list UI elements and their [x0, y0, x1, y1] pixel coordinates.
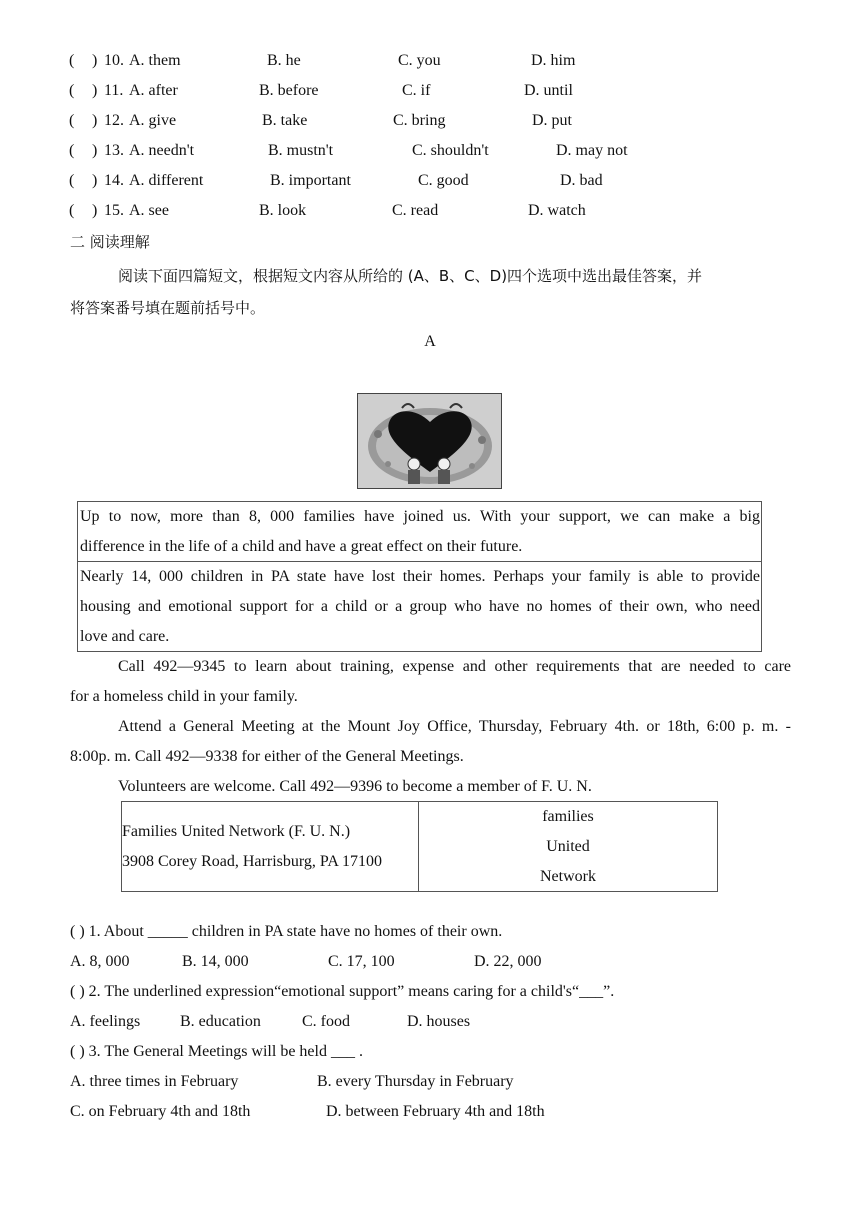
instruction-line-1: 阅读下面四篇短文，根据短文内容从所给的 (A、B、C、D)四个选项中选出最佳答案，并: [118, 267, 703, 285]
answer-paren-close: ): [92, 202, 98, 219]
option-a: A. different: [129, 172, 204, 189]
option-d: D. until: [524, 82, 573, 99]
option-b: B. take: [262, 112, 308, 129]
q2-option-a: A. feelings: [70, 1013, 141, 1030]
option-a: A. see: [129, 202, 169, 219]
q2-option-d: D. houses: [407, 1013, 471, 1030]
q3-option-c: C. on February 4th and 18th: [70, 1103, 251, 1120]
answer-paren-open: (: [69, 202, 75, 219]
logo-text-families: families: [542, 808, 594, 825]
box-row2-line3: love and care.: [80, 628, 170, 645]
section-heading: 二 阅读理解: [70, 233, 150, 251]
option-c: C. shouldn't: [412, 142, 489, 159]
option-a: A. them: [129, 52, 181, 69]
logo-text-united: United: [546, 838, 590, 855]
answer-paren-open: (: [69, 52, 75, 69]
question-3: ( ) 3. The General Meetings will be held ___ .: [70, 1043, 363, 1060]
paragraph-meeting-line2: 8:00p. m. Call 492—9338 for either of the General Meetings.: [70, 748, 464, 765]
answer-paren-open: (: [69, 142, 75, 159]
answer-paren-close: ): [92, 112, 98, 129]
heart-icon: [358, 394, 502, 489]
option-a: A. needn't: [129, 142, 195, 159]
option-c: C. read: [392, 202, 439, 219]
answer-paren-close: ): [92, 172, 98, 189]
q2-option-b: B. education: [180, 1013, 261, 1030]
paragraph-call-1-line2: for a homeless child in your family.: [70, 688, 298, 705]
answer-paren-open: (: [69, 112, 75, 129]
q2-option-c: C. food: [302, 1013, 350, 1030]
q3-option-b: B. every Thursday in February: [317, 1073, 514, 1090]
heart-illustration: [357, 393, 502, 489]
box-row1-line1: Up to now, more than 8, 000 families have joined us. With your support, we can make a big: [80, 508, 760, 525]
question-number: 12.: [104, 112, 124, 129]
question-number: 13.: [104, 142, 124, 159]
answer-paren-close: ): [92, 52, 98, 69]
option-b: B. look: [259, 202, 307, 219]
answer-paren-open: (: [69, 172, 75, 189]
instruction-line-2: 将答案番号填在题前括号中。: [70, 299, 266, 317]
answer-paren-open: (: [69, 82, 75, 99]
box-row1-line2: difference in the life of a child and have a great effect on their future.: [80, 538, 523, 555]
passage-label: A: [424, 333, 436, 350]
option-c: C. if: [402, 82, 431, 99]
option-a: A. give: [129, 112, 177, 129]
option-d: D. watch: [528, 202, 586, 219]
answer-paren-close: ): [92, 142, 98, 159]
option-d: D. bad: [560, 172, 603, 189]
option-a: A. after: [129, 82, 178, 99]
question-number: 15.: [104, 202, 124, 219]
question-2: ( ) 2. The underlined expression“emotional support” means caring for a child's“___”.: [70, 983, 615, 1000]
option-c: C. bring: [393, 112, 446, 129]
option-c: C. you: [398, 52, 441, 69]
q1-option-d: D. 22, 000: [474, 953, 542, 970]
logo-text-network: Network: [540, 868, 596, 885]
option-b: B. before: [259, 82, 319, 99]
option-d: D. put: [532, 112, 572, 129]
paragraph-meeting-line1: Attend a General Meeting at the Mount Joy Office, Thursday, February 4th. or 18th, 6:00 p. m. -: [118, 718, 791, 735]
option-b: B. important: [270, 172, 351, 189]
option-b: B. mustn't: [268, 142, 334, 159]
q3-option-d: D. between February 4th and 18th: [326, 1103, 545, 1120]
q1-option-a: A. 8, 000: [70, 953, 130, 970]
option-b: B. he: [267, 52, 301, 69]
question-number: 14.: [104, 172, 124, 189]
box-row2-line2: housing and emotional support for a child or a group who have no homes of their own, who need: [80, 598, 760, 615]
question-number: 10.: [104, 52, 124, 69]
org-address: 3908 Corey Road, Harrisburg, PA 17100: [122, 853, 382, 870]
q1-option-c: C. 17, 100: [328, 953, 395, 970]
question-number: 11.: [104, 82, 124, 99]
paragraph-volunteers: Volunteers are welcome. Call 492—9396 to become a member of F. U. N.: [118, 778, 592, 795]
option-d: D. may not: [556, 142, 628, 159]
option-c: C. good: [418, 172, 469, 189]
paragraph-call-1-line1: Call 492—9345 to learn about training, expense and other requirements that are needed to care: [118, 658, 791, 675]
q1-option-b: B. 14, 000: [182, 953, 249, 970]
answer-paren-close: ): [92, 82, 98, 99]
option-d: D. him: [531, 52, 576, 69]
box-row2-line1: Nearly 14, 000 children in PA state have lost their homes. Perhaps your family is able to provide: [80, 568, 760, 585]
org-name: Families United Network (F. U. N.): [122, 823, 351, 840]
question-1: ( ) 1. About _____ children in PA state have no homes of their own.: [70, 923, 503, 940]
q3-option-a: A. three times in February: [70, 1073, 239, 1090]
